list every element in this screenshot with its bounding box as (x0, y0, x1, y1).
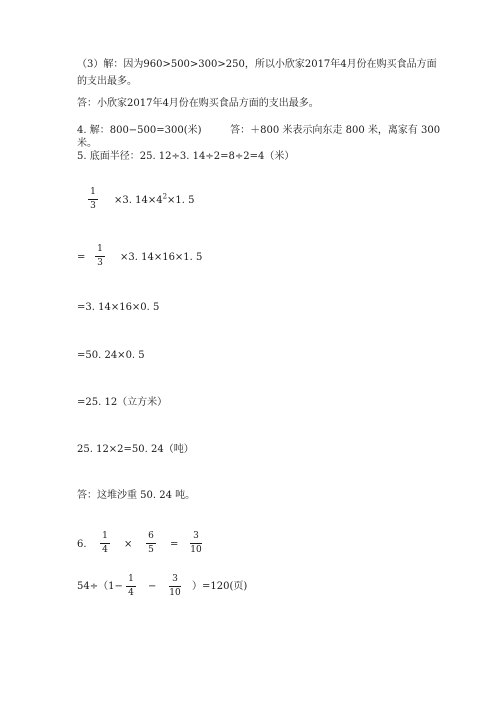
q4-line-2: 米。 (77, 138, 97, 149)
numerator: 6 (148, 531, 154, 541)
q5-step1-expression (114, 194, 195, 208)
denominator: 3 (90, 201, 96, 211)
denominator: 4 (128, 588, 134, 598)
denominator: 4 (102, 545, 108, 555)
q3-line-2: 的支出最多。 (77, 76, 137, 87)
q5-answer: 答：这堆沙重 50. 24 吨。 (77, 490, 196, 501)
numerator: 3 (193, 531, 199, 541)
q6-equals-sign: = (170, 539, 179, 550)
denominator: 3 (97, 258, 103, 268)
q5-step2-expression: ×3. 14×16×1. 5 (120, 252, 203, 263)
numerator: 1 (128, 574, 134, 584)
numerator: 1 (97, 244, 103, 254)
q5-step1-fraction (88, 187, 98, 212)
q5-step2-equals: = (77, 252, 86, 263)
q6-fraction-3 (190, 531, 202, 556)
q5-step5: =25. 12（立方米） (77, 397, 168, 408)
q6-fraction-1 (100, 531, 110, 556)
step1-part-b: ×1. 5 (167, 195, 195, 206)
denominator: 5 (148, 545, 154, 555)
q6-line2-fraction-1 (126, 574, 136, 599)
q6-line2-start: 54÷（1− (77, 581, 123, 592)
fraction-bar (95, 256, 105, 257)
exponent: 2 (162, 192, 168, 201)
q5-step3: =3. 14×16×0. 5 (77, 302, 160, 313)
fraction-bar (169, 586, 181, 587)
q6-line2-fraction-2 (169, 574, 181, 599)
fraction-bar (88, 199, 98, 200)
fraction-bar (100, 543, 110, 544)
numerator: 3 (172, 574, 178, 584)
denominator: 10 (190, 545, 202, 555)
q6-minus-sign: − (148, 581, 157, 592)
q6-fraction-2 (146, 531, 156, 556)
step1-part-a: ×3. 14×4 (114, 195, 163, 206)
q5-line-1: 5. 底面半径：25. 12÷3. 14÷2=8÷2=4（米） (77, 151, 295, 162)
q4-line-1: 4. 解：800−500=300(米) 答：＋800 米表示向东走 800 米，离家有 300 (77, 125, 441, 136)
fraction-bar (126, 586, 136, 587)
q6-line2-end: ）=120(页) (192, 581, 248, 592)
fraction-bar (146, 543, 156, 544)
numerator: 1 (102, 531, 108, 541)
q3-answer: 答：小欣家2017年4月份在购买食品方面的支出最多。 (77, 98, 319, 109)
numerator: 1 (90, 187, 96, 197)
q5-step4: =50. 24×0. 5 (77, 350, 145, 361)
q6-label: 6. (77, 539, 87, 550)
denominator: 10 (169, 588, 181, 598)
fraction-bar (190, 543, 202, 544)
q6-times-sign: × (124, 539, 133, 550)
q5-step6: 25. 12×2=50. 24（吨） (77, 444, 194, 455)
q3-line-1: （3）解：因为960>500>300>250，所以小欣家2017年4月份在购买食品方面 (77, 59, 437, 70)
q5-step2-fraction (95, 244, 105, 269)
